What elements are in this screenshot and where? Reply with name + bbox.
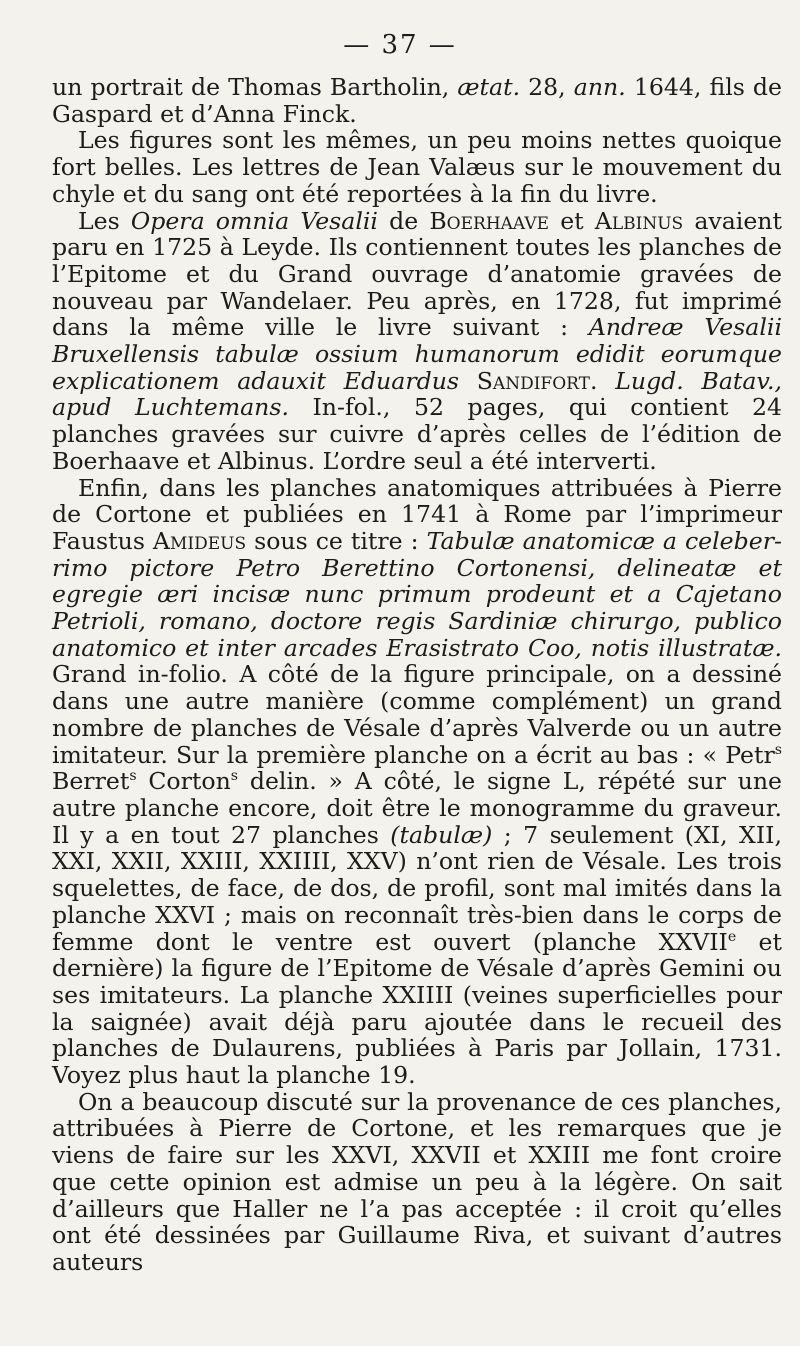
italic-text: Tabulæ anatomicæ a celeberrimo pictore Petro Berettino Cortonensi, delineatæ et egregie æri incisæ nunc primum prodeunt et a Cajetano Petrioli, romano, doctore regis Sardiniæ chirurgo, publico anatomico et inter arcades Erasistrato Coo, notis illustratæ. (52, 526, 782, 662)
small-caps-name: Sandifort (476, 366, 590, 395)
text-run: et (549, 206, 595, 235)
text-run: et dernière) la figure de l’Epitome de Vésale d’après Gemini ou ses imitateurs. La planche XXIIII (veines superficielles pour la saignée) avait déjà paru ajoutée dans le recueil des planches de Dulaurens, publiées à Paris par Jollain, 1731. Voyez plus haut la planche 19. (52, 927, 782, 1090)
paragraph (52, 1089, 782, 1276)
small-caps-name: Boerhaave (429, 206, 550, 235)
text-run: Les figures sont les mêmes, un peu moins nettes quoique fort belles. Les lettres de Jean Valæus sur le mouvement du chyle et du sang ont été reportées à la fin du livre. (52, 126, 782, 208)
italic-text: (tabulæ) (390, 820, 493, 849)
paragraph (52, 475, 782, 1089)
text-run: 1644, fils de Gaspard et d’Anna Finck. (52, 73, 783, 128)
text-run: un portrait de Thomas Bartholin, (52, 73, 458, 101)
text-run: de (377, 206, 430, 235)
page-number: — 37 — (343, 30, 457, 60)
paragraph (52, 127, 782, 207)
text-run: delin. » A côté, le signe L, répété sur une autre planche encore, doit être le monogramme du graveur. Il y a en tout 27 planches (52, 767, 782, 849)
text-run: 28, (520, 73, 574, 101)
text-run: avaient paru en 1725 à Leyde. Ils contiennent toutes les planches de l’Epitome et du Grand ouvrage d’anatomie gravées de nouveau par Wandelaer. Peu après, en 1728, fut imprimé dans la même ville le livre suivant : (52, 206, 782, 342)
paragraph (52, 208, 782, 475)
text-run: Berret (52, 767, 130, 796)
text-run: Grand in-folio. A côté de la figure principale, on a dessiné dans une autre manière (comme complément) un grand nombre de planches de Vésale d’après Valverde ou un autre imitateur. Sur la première planche on a écrit au bas : « Petr (52, 660, 782, 769)
italic-text: Andreæ Vesalii Bruxellensis tabulæ ossium humanorum edidit eorumque explicationem adauxit Eduardus (52, 313, 782, 395)
superscript: s (129, 768, 137, 785)
text-run: In-fol., 52 pages, qui contient 24 planches gravées sur cuivre d’après celles de l’édition de Boerhaave et Albinus. L’ordre seul a été interverti. (52, 393, 783, 475)
italic-text: Opera omnia Vesalii (130, 206, 378, 235)
italic-text: ætat. (457, 73, 521, 101)
superscript: s (230, 768, 239, 785)
italic-text: Lugd. Batav., apud Luchtemans. (52, 366, 782, 422)
text-run: Corton (136, 767, 231, 796)
text-run: Les (78, 206, 131, 235)
superscript: s (774, 741, 782, 758)
superscript: e (727, 928, 737, 945)
small-caps-name: Amideus (152, 526, 247, 555)
small-caps-name: Albinus (594, 206, 684, 235)
text-run: Enfin, dans les planches anatomiques attribuées à Pierre de Cortone et publiées en 1741 à Rome par l’imprimeur Faustus (52, 473, 782, 555)
text-run: On a beaucoup discuté sur la provenance de ces planches, attribuées à Pierre de Cortone, et les remarques que je viens de faire sur les XXVI, XXVII et XXIII me font croire que cette opinion est admise un peu à la légère. On sait d’ailleurs que Haller ne l’a pas acceptée : il croit qu’elles ont été dessinées par Guillaume Riva, et suivant d’autres auteurs (52, 1087, 782, 1276)
paragraph (52, 74, 782, 127)
body-text (52, 74, 782, 1276)
italic-text: ann. (573, 73, 626, 101)
text-run (459, 367, 477, 395)
text-run: sous ce titre : (246, 526, 427, 555)
text-run: ; 7 seulement (XI, XII, XXI, XXII, XXIII, XXIIII, XXV) n’ont rien de Vésale. Les trois squelettes, de face, de dos, de profil, sont mal imités dans la planche XXVI ; mais on reconnaît très-bien dans le corps de femme dont le ventre est ouvert (planche XXVII (52, 820, 782, 956)
text-run: . (589, 366, 616, 395)
